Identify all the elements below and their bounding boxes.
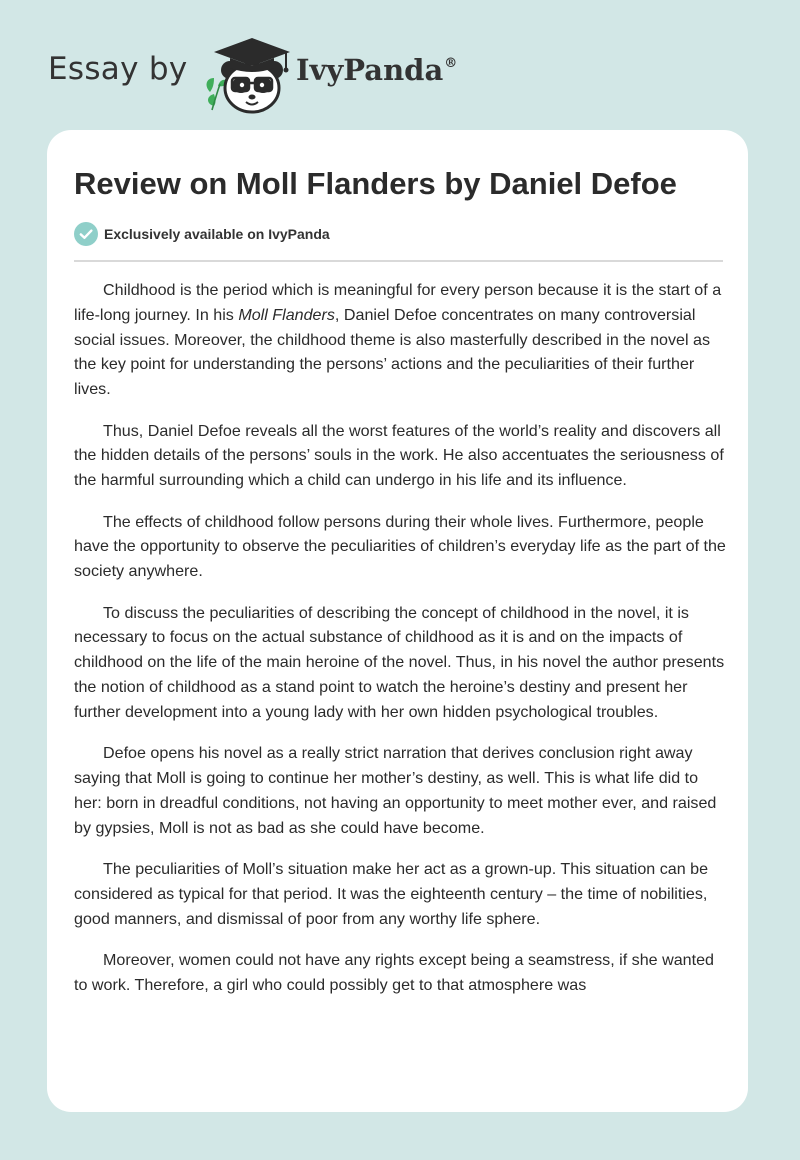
check-circle-icon: [74, 222, 98, 246]
site-header: [48, 34, 548, 114]
exclusive-badge-label: Exclusively available on IvyPanda: [104, 226, 330, 242]
brand-name-text: IvyPanda: [296, 53, 444, 87]
paragraph-7: Moreover, women could not have any rights except being a seamstress, if she wanted to work. Therefore, a girl who could possibly get to that atmosphere was: [74, 950, 714, 994]
title-divider: [74, 260, 723, 262]
essay-card: [47, 130, 748, 1112]
registered-mark: ®: [444, 56, 458, 71]
essay-by-label: Essay by: [48, 51, 188, 87]
exclusive-badge: [74, 222, 330, 246]
paragraph-2: Thus, Daniel Defoe reveals all the worst features of the world’s reality and discovers all the hidden details of the persons’ souls in the work. He also accentuates the seriousness of the harmful surrounding which a child can undergo in his life and its influence.: [74, 421, 724, 490]
paragraph-4: To discuss the peculiarities of describing the concept of childhood in the novel, it is necessary to focus on the actual substance of childhood as it is and on the impacts of childhood on the life of the main heroine of the novel. Thus, in his novel the author presents the notion of childhood as a stand point to watch the heroine’s destiny and present her further development into a young lady with her own hidden psychological troubles.: [74, 603, 725, 721]
paragraph-6: The peculiarities of Moll’s situation make her act as a grown-up. This situation can be considered as typical for that period. It was the eighteenth century – the time of nobilities, good manners, and dismissal of poor from any worthy life sphere.: [74, 859, 709, 928]
paragraph-3: The effects of childhood follow persons during their whole lives. Furthermore, people have the opportunity to observe the peculiarities of children’s everyday life as the part of the society anywhere.: [74, 512, 726, 581]
paragraph-1-end: , Daniel Defoe concentrates on many controversial social issues. Moreover, the childhood theme is also masterfully described in the novel as the key point for understanding the persons’ actions and the peculiarities of their further lives.: [74, 305, 711, 399]
brand-name[interactable]: [296, 53, 457, 87]
essay-title: Review on Moll Flanders by Daniel Defoe: [74, 166, 677, 201]
paragraph-1: [74, 278, 726, 402]
paragraph-1-start: Childhood is the period which is meaningful for every person because it is the start of a life-long journey. In his: [74, 281, 722, 324]
essay-body: [74, 278, 726, 1014]
book-title-emphasis: Moll Flanders: [238, 305, 335, 324]
panda-graduate-logo-icon[interactable]: [202, 34, 294, 114]
paragraph-5: Defoe opens his novel as a really strict narration that derives conclusion right away saying that Moll is going to continue her mother’s destiny, as well. This is what life did to her: born in dreadful conditions, not having an opportunity to meet mother ever, and raised by gypsies, Moll is not as bad as she could have become.: [74, 744, 717, 837]
